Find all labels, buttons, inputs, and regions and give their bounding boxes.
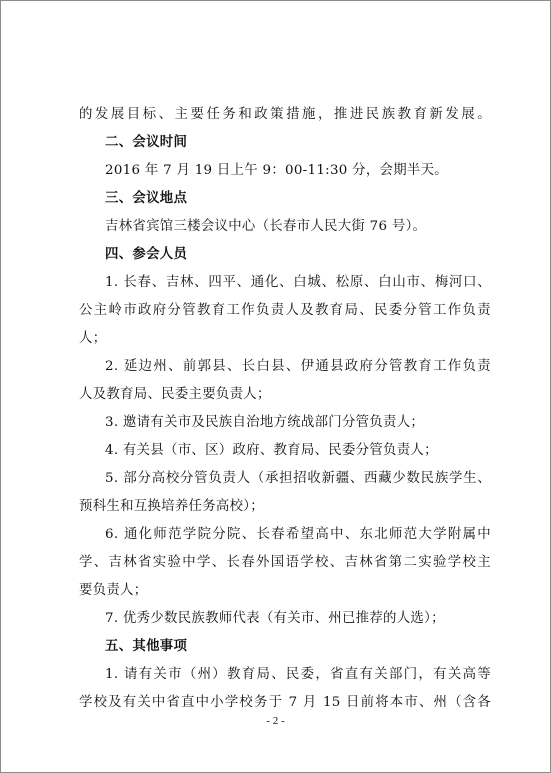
section-heading-location: 三、会议地点: [105, 191, 188, 206]
section-heading-time: 二、会议时间: [105, 135, 188, 150]
body-line: 学、吉林省实验中学、长春外国语学校、吉林省第二实验学校主: [79, 555, 491, 570]
body-line: 1. 请有关市（州）教育局、民委，省直有关部门，有关高等: [105, 667, 491, 682]
body-line: 学校及有关中省直中小学校务于 7 月 15 日前将本市、州（含各: [79, 695, 491, 710]
body-line: 7. 优秀少数民族教师代表（有关市、州已推荐的人选）；: [105, 611, 445, 626]
section-heading-other: 五、其他事项: [105, 639, 188, 654]
body-line: 5. 部分高校分管负责人（承担招收新疆、西藏少数民族学生、: [105, 471, 491, 486]
body-line: 3. 邀请有关市及民族自治地方统战部门分管负责人；: [105, 415, 425, 430]
section-heading-attendees: 四、参会人员: [105, 247, 188, 262]
body-line: 的发展目标、主要任务和政策措施，推进民族教育新发展。: [79, 107, 491, 122]
body-line: 人；: [79, 331, 107, 346]
body-line: 6. 通化师范学院分院、长春希望高中、东北师范大学附属中: [105, 527, 491, 542]
body-line: 1. 长春、吉林、四平、通化、白城、松原、白山市、梅河口、: [105, 275, 491, 290]
body-line: 4. 有关县（市、区）政府、教育局、民委分管负责人；: [105, 443, 438, 458]
body-line: 预科生和互换培养任务高校）；: [79, 499, 264, 514]
body-line: 2016 年 7 月 19 日上午 9：00-11:30 分，会期半天。: [105, 163, 448, 178]
page-number: - 2 -: [266, 715, 285, 727]
body-line: 吉林省宾馆三楼会议中心（长春市人民大街 76 号）。: [105, 219, 427, 234]
body-line: 2. 延边州、前郭县、长白县、伊通县政府分管教育工作负责: [105, 359, 491, 374]
body-line: 人及教育局、民委主要负责人；: [79, 387, 271, 402]
document-body: [79, 101, 491, 717]
body-line: 公主岭市政府分管教育工作负责人及教育局、民委分管工作负责: [79, 303, 491, 318]
body-line: 要负责人；: [79, 583, 148, 598]
